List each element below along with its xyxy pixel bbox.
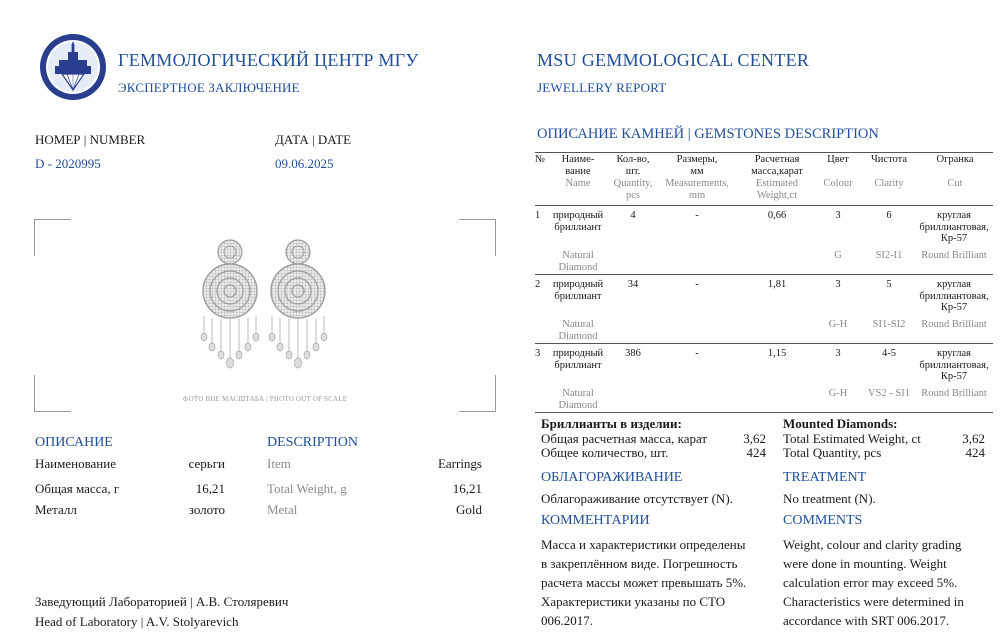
earring-left [201, 240, 259, 368]
mounted-en-weight-value: 3,62 [962, 431, 985, 446]
treatment-en-heading: TREATMENT [783, 470, 867, 485]
gem-clarity-en: SI2-I1 [875, 250, 903, 261]
comments-ru-heading: КОММЕНТАРИИ [541, 513, 650, 528]
gem-weight: 1,15 [767, 348, 787, 359]
gem-cut-ru: круглая бриллиантовая, Кр-57 [919, 279, 989, 313]
signature-en: Head of Laboratory | A.V. Stolyarevich [35, 614, 239, 629]
gem-clarity-en: SI1-SI2 [872, 319, 906, 330]
gem-cut-ru: круглая бриллиантовая, Кр-57 [919, 348, 989, 382]
comments-en-text: Weight, colour and clarity grading were done in mounting. Weight calculation error may exceed 5%. Characteristics were determined in accordance with SRT 006.2017. [783, 537, 964, 628]
gem-size: - [695, 279, 699, 290]
gem-name-ru: природный бриллиант [552, 348, 604, 371]
description-ru-label: Металл [35, 502, 77, 517]
gem-qty: 34 [627, 279, 639, 290]
gem-name-en: Natural Diamond [558, 250, 598, 273]
frame-corner [459, 219, 496, 256]
treatment-ru-text: Облагораживание отсутствует (N). [541, 491, 733, 506]
gemstones-table [535, 152, 993, 413]
col-qty-ru: Кол-во, шт. [616, 154, 650, 177]
frame-corner [34, 219, 71, 256]
header-en-subtitle: JEWELLERY REPORT [537, 80, 667, 95]
gem-size: - [695, 210, 699, 221]
frame-corner [34, 375, 71, 412]
col-weight-en: Estimated Weight,ct [756, 178, 798, 201]
gemstones-table-header [535, 152, 993, 205]
gem-colour-ru: 3 [835, 348, 841, 359]
gem-name-ru: природный бриллиант [552, 279, 604, 302]
description-ru-label: Общая масса, г [35, 481, 120, 496]
gem-cut-ru: круглая бриллиантовая, Кр-57 [919, 210, 989, 244]
mounted-en-title: Mounted Diamonds: [783, 416, 898, 431]
mounted-en-qty-value: 424 [965, 445, 985, 460]
gem-qty: 386 [625, 348, 641, 359]
description-ru-label: Наименование [35, 456, 116, 471]
gemstones-heading: ОПИСАНИЕ КАМНЕЙ | GEMSTONES DESCRIPTION [537, 126, 879, 142]
col-no: № [535, 154, 546, 165]
gem-colour-en: G-H [828, 388, 848, 399]
mounted-ru-title: Бриллианты в изделии: [541, 416, 682, 431]
gem-no: 1 [535, 210, 541, 221]
treatment-ru-heading: ОБЛАГОРАЖИВАНИЕ [541, 470, 683, 485]
gem-clarity-ru: 4-5 [882, 348, 896, 359]
description-en-value: Gold [456, 502, 482, 517]
description-en-value: 16,21 [452, 481, 482, 496]
gem-colour-ru: 3 [835, 210, 841, 221]
gem-no: 2 [535, 279, 541, 290]
col-cut-en: Cut [947, 178, 963, 189]
col-colour-en: Colour [823, 178, 853, 189]
signature-ru: Заведующий Лабораторией | А.В. Столяревич [35, 594, 289, 609]
gem-cut-en: Round Brilliant [921, 250, 987, 261]
gem-qty: 4 [630, 210, 636, 221]
mounted-ru-qty-label: Общее количество, шт. [541, 445, 669, 460]
gem-clarity-ru: 5 [886, 279, 892, 290]
gem-colour-en: G-H [828, 319, 848, 330]
gem-cut-en: Round Brilliant [921, 388, 987, 399]
mounted-en-qty-label: Total Quantity, pcs [783, 445, 882, 460]
description-ru-value: 16,21 [195, 481, 225, 496]
mounted-en-weight-label: Total Estimated Weight, ct [783, 431, 921, 446]
description-ru-value: серьги [188, 456, 225, 471]
gem-weight: 1,81 [767, 279, 787, 290]
description-en-heading: DESCRIPTION [267, 435, 359, 450]
gemstone-row [535, 274, 993, 343]
col-clarity-ru: Чистота [870, 154, 908, 165]
description-en-label: Item [267, 456, 291, 471]
col-cut-ru: Огранка [936, 154, 974, 165]
gem-name-en: Natural Diamond [558, 388, 598, 411]
description-ru-heading: ОПИСАНИЕ [35, 435, 113, 450]
treatment-en-text: No treatment (N). [783, 491, 876, 506]
comments-ru-text: Масса и характеристики определены в закреплённом виде. Погрешность расчета массы может превышать 5%. Характеристики указаны по СТО 006.2017. [541, 537, 747, 628]
report-number-label: НОМЕР | NUMBER [35, 132, 146, 147]
gem-colour-en: G [834, 250, 842, 261]
description-en-label: Total Weight, g [267, 481, 347, 496]
description-en-value: Earrings [437, 456, 482, 471]
col-name-en: Name [565, 178, 591, 189]
col-size-en: Measurements, mm [665, 178, 729, 201]
description-en-label: Metal [267, 502, 298, 517]
col-qty-en: Quantity, pcs [613, 178, 653, 201]
msu-logo [38, 32, 108, 102]
header-ru-title: ГЕММОЛОГИЧЕСКИЙ ЦЕНТР МГУ [118, 50, 419, 70]
report-date-value: 09.06.2025 [275, 156, 334, 171]
gem-clarity-en: VS2 - SI1 [867, 388, 910, 399]
gemstone-row [535, 343, 993, 413]
report-date-label: ДАТА | DATE [275, 132, 352, 147]
gem-weight: 0,66 [767, 210, 787, 221]
description-ru-value: золото [188, 502, 225, 517]
gem-name-ru: природный бриллиант [552, 210, 604, 233]
header-en-title: MSU GEMMOLOGICAL CENTER [537, 50, 810, 70]
col-size-ru: Размеры, мм [676, 154, 718, 177]
header-ru-subtitle: ЭКСПЕРТНОЕ ЗАКЛЮЧЕНИЕ [118, 80, 300, 95]
gem-cut-en: Round Brilliant [921, 319, 987, 330]
gemstone-row [535, 205, 993, 274]
col-name-ru: Наиме- вание [561, 154, 595, 177]
gem-clarity-ru: 6 [886, 210, 892, 221]
frame-corner [459, 375, 496, 412]
earring-right [269, 240, 327, 368]
msu-building-emblem-icon [38, 32, 108, 102]
col-clarity-en: Clarity [874, 178, 904, 189]
photo-caption: ФОТО ВНЕ МАСШТАБА | PHOTO OUT OF SCALE [182, 395, 348, 403]
mounted-ru-weight-value: 3,62 [743, 431, 766, 446]
comments-en-heading: COMMENTS [783, 513, 863, 528]
gem-colour-ru: 3 [835, 279, 841, 290]
gem-no: 3 [535, 348, 541, 359]
col-weight-ru: Расчетная масса,карат [751, 154, 803, 177]
report-number-value: D - 2020995 [35, 156, 101, 171]
col-colour-ru: Цвет [827, 154, 849, 165]
diamond-chandelier-earrings-photo [190, 236, 340, 376]
mounted-ru-weight-label: Общая расчетная масса, карат [541, 431, 708, 446]
gem-name-en: Natural Diamond [558, 319, 598, 342]
gem-size: - [695, 348, 699, 359]
mounted-ru-qty-value: 424 [746, 445, 766, 460]
